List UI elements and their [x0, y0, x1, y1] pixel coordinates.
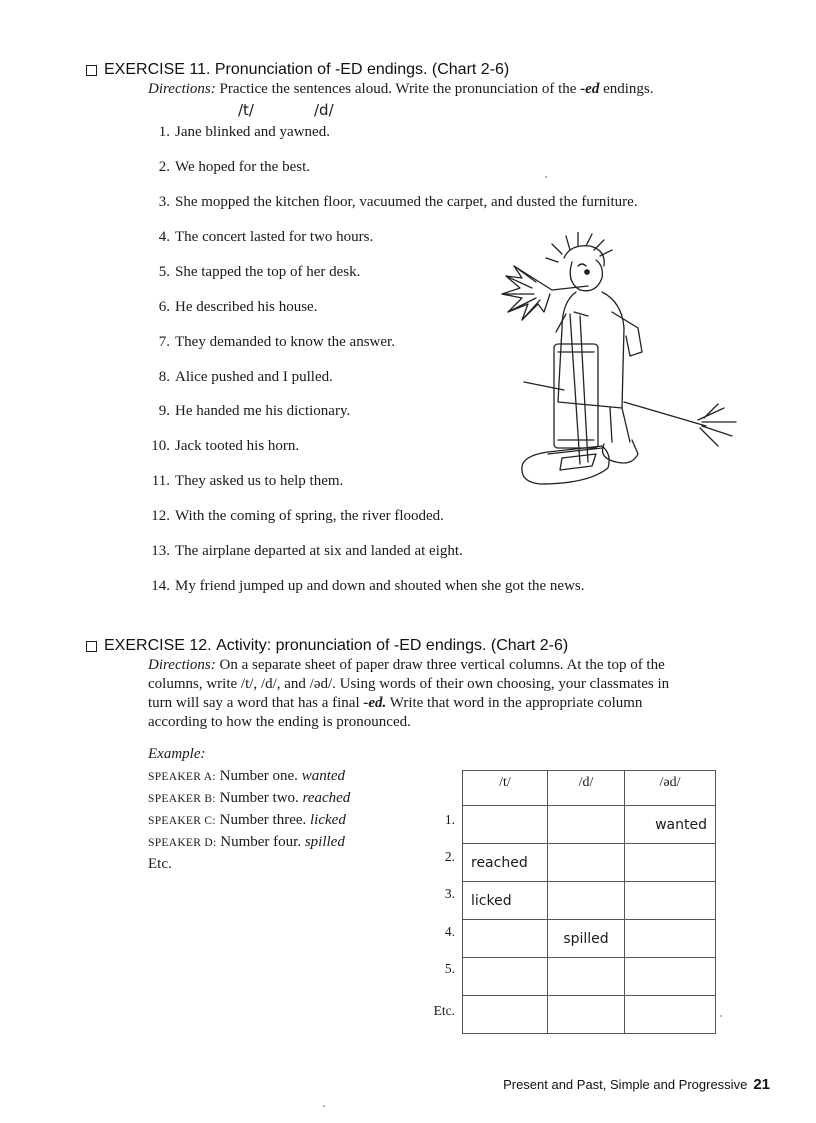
cleaning-woman-illustration — [492, 232, 742, 502]
item-number: 6. — [158, 299, 170, 315]
exercise-12-heading — [86, 637, 568, 655]
speaker-name: SPEAKER C: — [148, 815, 216, 827]
table-cell[interactable] — [548, 806, 625, 844]
item-text: Alice pushed and I pulled. — [175, 369, 333, 385]
header-t: /t/ — [463, 771, 548, 806]
handwritten-ipa-t: /t/ — [238, 101, 254, 119]
item-text: She mopped the kitchen floor, vacuumed the carpet, and dusted the furniture. — [175, 194, 638, 210]
directions-text-end: endings. — [603, 81, 654, 97]
table-cell-reached[interactable]: reached — [463, 844, 548, 882]
speaker-says: Number one. — [219, 768, 298, 784]
sentence-item — [140, 194, 638, 211]
sentence-item — [140, 473, 343, 490]
speaker-line — [148, 768, 345, 785]
speaker-says: Number two. — [219, 790, 299, 806]
exercise-11-directions — [148, 80, 654, 99]
directions-line: turn will say a word that has a final — [148, 695, 360, 711]
speaker-says: Number three. — [219, 812, 307, 828]
exercise-12-title: Activity: pronunciation of -ED endings. (Chart 2-6) — [216, 637, 569, 654]
scan-speck — [545, 176, 547, 178]
speaker-word: licked — [310, 812, 346, 828]
table-cell[interactable] — [625, 958, 716, 996]
item-number: 10. — [151, 438, 170, 454]
table-row-label: 5. — [444, 961, 455, 976]
sentence-item — [140, 403, 350, 420]
table-row — [463, 996, 716, 1034]
item-text: The airplane departed at six and landed at eight. — [175, 543, 463, 559]
table-cell[interactable] — [625, 996, 716, 1034]
directions-ed: -ed — [580, 81, 600, 97]
exercise-12-label: EXERCISE 12. — [104, 637, 212, 654]
item-text: My friend jumped up and down and shouted when she got the news. — [175, 578, 585, 594]
exercise-12-directions — [148, 656, 669, 732]
table-cell[interactable] — [548, 844, 625, 882]
table-cell[interactable] — [625, 882, 716, 920]
table-cell[interactable] — [625, 844, 716, 882]
item-number: 3. — [158, 194, 170, 210]
sentence-item — [140, 334, 395, 351]
item-number: 14. — [151, 578, 170, 594]
sentence-item — [140, 229, 373, 246]
table-row-label: 2. — [444, 849, 455, 864]
item-text: We hoped for the best. — [175, 159, 310, 175]
table-cell[interactable] — [463, 806, 548, 844]
exercise-12-checkbox[interactable] — [86, 641, 97, 652]
directions-line: Write that word in the appropriate column — [389, 695, 643, 711]
item-text: She tapped the top of her desk. — [175, 264, 361, 280]
table-cell[interactable] — [463, 996, 548, 1034]
directions-line: according to how the ending is pronounced. — [148, 714, 411, 730]
item-number: 2. — [158, 159, 170, 175]
sentence-item — [140, 438, 299, 455]
exercise-11-title: Pronunciation of -ED endings. (Chart 2-6) — [214, 61, 510, 78]
table-cell[interactable] — [463, 920, 548, 958]
table-row — [463, 958, 716, 996]
item-text: The concert lasted for two hours. — [175, 229, 374, 245]
page-footer — [503, 1076, 770, 1093]
item-text: Jane blinked and yawned. — [175, 124, 330, 140]
speaker-says: Number four. — [220, 834, 302, 850]
directions-label: Directions: — [148, 657, 216, 673]
table-cell[interactable] — [548, 958, 625, 996]
scan-speck — [323, 1105, 325, 1107]
speaker-line — [148, 790, 350, 807]
page-number: 21 — [753, 1076, 770, 1093]
sentence-item — [140, 299, 317, 316]
table-row — [463, 882, 716, 920]
item-text: Jack tooted his horn. — [175, 438, 300, 454]
sentence-item — [140, 508, 444, 525]
speaker-name: SPEAKER D: — [148, 837, 217, 849]
table-row-label: Etc. — [433, 1003, 455, 1018]
speaker-name: SPEAKER B: — [148, 793, 216, 805]
speaker-name: SPEAKER A: — [148, 771, 216, 783]
table-row — [463, 844, 716, 882]
exercise-11-heading — [86, 61, 509, 79]
sentence-item — [140, 369, 333, 386]
item-text: With the coming of spring, the river flooded. — [175, 508, 444, 524]
item-number: 4. — [158, 229, 170, 245]
speaker-word: wanted — [301, 768, 346, 784]
speaker-word: spilled — [304, 834, 345, 850]
header-ed: /əd/ — [625, 771, 716, 806]
exercise-11-checkbox[interactable] — [86, 65, 97, 76]
table-cell[interactable] — [548, 882, 625, 920]
item-number: 7. — [158, 334, 170, 350]
sentence-item — [140, 578, 585, 595]
header-d: /d/ — [548, 771, 625, 806]
table-row-label: 1. — [444, 812, 455, 827]
pronunciation-table — [462, 770, 716, 1034]
sentence-item — [140, 159, 310, 176]
table-row-label: 3. — [444, 886, 455, 901]
table-cell[interactable] — [463, 958, 548, 996]
handwritten-ipa-d: /d/ — [314, 101, 334, 119]
speaker-line — [148, 812, 346, 829]
item-number: 1. — [158, 124, 170, 140]
etc-label: Etc. — [148, 856, 172, 872]
table-cell-wanted[interactable]: wanted — [625, 806, 716, 844]
sentence-item — [140, 264, 360, 281]
exercise-11-label: EXERCISE 11. — [104, 61, 211, 78]
directions-ed: -ed. — [363, 695, 387, 711]
item-number: 5. — [158, 264, 170, 280]
sentence-item — [140, 543, 463, 560]
item-number: 9. — [158, 403, 170, 419]
item-number: 8. — [158, 369, 170, 385]
table-row — [463, 920, 716, 958]
item-text: They demanded to know the answer. — [175, 334, 395, 350]
item-number: 12. — [151, 508, 170, 524]
speaker-word: reached — [302, 790, 351, 806]
example-label: Example: — [148, 746, 206, 762]
item-text: They asked us to help them. — [175, 473, 344, 489]
scan-speck — [720, 1015, 722, 1017]
table-row-label: 4. — [444, 924, 455, 939]
table-header-row — [463, 771, 716, 806]
directions-line: On a separate sheet of paper draw three vertical columns. At the top of the — [219, 657, 665, 673]
item-text: He handed me his dictionary. — [175, 403, 351, 419]
item-number: 11. — [151, 473, 170, 489]
table-row — [463, 806, 716, 844]
item-text: He described his house. — [175, 299, 318, 315]
directions-label: Directions: — [148, 81, 216, 97]
directions-text: Practice the sentences aloud. Write the pronunciation of the — [219, 81, 577, 97]
footer-text: Present and Past, Simple and Progressive — [503, 1077, 748, 1092]
speaker-line — [148, 834, 345, 851]
table-cell-spilled[interactable]: spilled — [548, 920, 625, 958]
table-cell[interactable] — [625, 920, 716, 958]
sentence-item — [140, 124, 330, 141]
table-cell[interactable] — [548, 996, 625, 1034]
table-cell-licked[interactable]: licked — [463, 882, 548, 920]
directions-line: columns, write /t/, /d/, and /əd/. Using words of their own choosing, your classmates in — [148, 676, 670, 692]
item-number: 13. — [151, 543, 170, 559]
